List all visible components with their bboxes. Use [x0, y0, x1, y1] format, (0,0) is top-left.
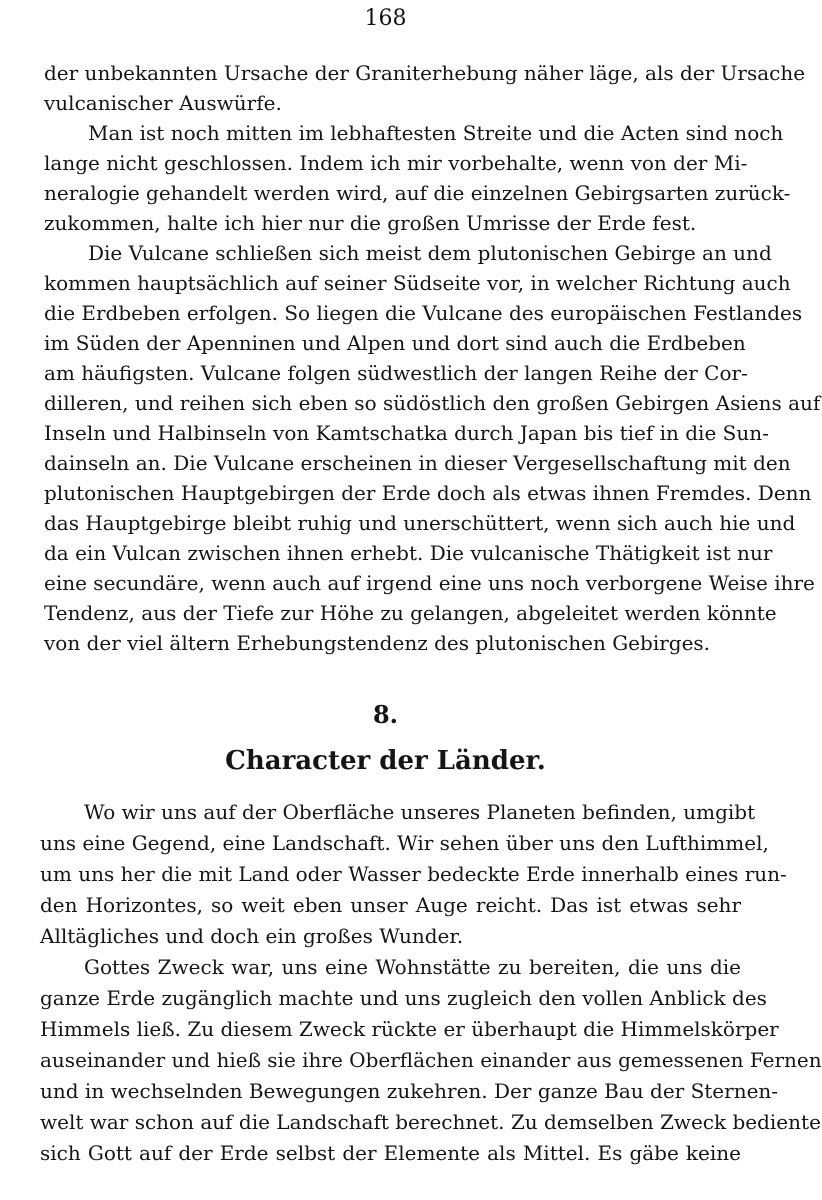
text-line: im Süden der Apenninen und Alpen und dort sind auch die Erdbeben [44, 331, 746, 355]
text-line: Himmels ließ. Zu diesem Zweck rückte er überhaupt die Himmelskörper [40, 1017, 779, 1041]
text-line: das Hauptgebirge bleibt ruhig und unerschüttert, wenn sich auch hie und [44, 511, 796, 535]
text-line: Wo wir uns auf der Oberfläche unseres Planeten befinden, umgibt [84, 800, 756, 824]
text-line: und in wechselnden Bewegungen zukehren. Der ganze Bau der Sternen- [40, 1079, 779, 1103]
text-line: Inseln und Halbinseln von Kamtschatka durch Japan bis tief in die Sun- [44, 421, 769, 445]
text-line: sich Gott auf der Erde selbst der Elemente als Mittel. Es gäbe keine [40, 1141, 741, 1165]
text-line: Alltägliches und doch ein großes Wunder. [40, 924, 464, 948]
text-line: eine secundäre, wenn auch auf irgend eine uns noch verborgene Weise ihre [44, 571, 815, 595]
text-line: um uns her die mit Land oder Wasser bedeckte Erde innerhalb eines run- [40, 862, 787, 886]
text-line: welt war schon auf die Landschaft berechnet. Zu demselben Zweck bediente [40, 1110, 821, 1134]
text-line: der unbekannten Ursache der Graniterhebung näher läge, als der Ursache [44, 61, 806, 85]
text-line: dilleren, und reihen sich eben so südöstlich den großen Gebirgen Asiens auf [44, 391, 821, 415]
bottom-text-block [40, 797, 822, 1169]
text-line: die Erdbeben erfolgen. So liegen die Vulcane des europäischen Festlandes [44, 301, 803, 325]
text-line: vulcanischer Auswürfe. [44, 91, 282, 115]
page-number: 168 [364, 6, 407, 31]
text-line: Tendenz, aus der Tiefe zur Höhe zu gelangen, abgeleitet werden könnte [44, 601, 777, 625]
text-line: Gottes Zweck war, uns eine Wohnstätte zu bereiten, die uns die [84, 955, 741, 979]
text-line: zukommen, halte ich hier nur die großen Umrisse der Erde fest. [44, 211, 697, 235]
text-line: dainseln an. Die Vulcane erscheinen in dieser Vergesellschaftung mit den [44, 451, 791, 475]
text-line: den Horizontes, so weit eben unser Auge reicht. Das ist etwas sehr [40, 893, 741, 917]
top-text-block [44, 58, 821, 658]
text-line: auseinander und hieß sie ihre Oberflächen einander aus gemessenen Fernen [40, 1048, 822, 1072]
text-line: am häufigsten. Vulcane folgen südwestlich der langen Reihe der Cor- [44, 361, 748, 385]
text-line: ganze Erde zugänglich machte und uns zugleich den vollen Anblick des [40, 986, 767, 1010]
text-line: plutonischen Hauptgebirgen der Erde doch als etwas ihnen Fremdes. Denn [44, 481, 812, 505]
section-title: Character der Länder. [225, 746, 546, 776]
text-line: kommen hauptsächlich auf seiner Südseite vor, in welcher Richtung auch [44, 271, 791, 295]
section-number: 8. [372, 700, 399, 729]
text-line: Die Vulcane schließen sich meist dem plutonischen Gebirge an und [88, 241, 772, 265]
text-line: Man ist noch mitten im lebhaftesten Streite und die Acten sind noch [88, 121, 784, 145]
text-line: da ein Vulcan zwischen ihnen erhebt. Die vulcanische Thätigkeit ist nur [44, 541, 773, 565]
text-line: lange nicht geschlossen. Indem ich mir vorbehalte, wenn von der Mi- [44, 151, 748, 175]
text-line: neralogie gehandelt werden wird, auf die einzelnen Gebirgsarten zurück- [44, 181, 791, 205]
text-line: uns eine Gegend, eine Landschaft. Wir sehen über uns den Lufthimmel, [40, 831, 769, 855]
text-line: von der viel ältern Erhebungstendenz des plutonischen Gebirges. [44, 631, 711, 655]
